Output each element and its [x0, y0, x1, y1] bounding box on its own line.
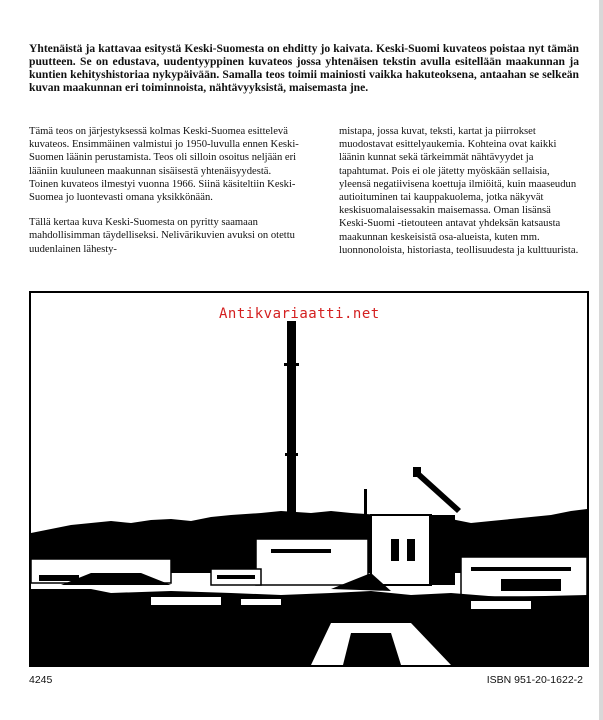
main-building — [371, 515, 431, 585]
left-paragraph-1: Tämä teos on järjestyksessä kolmas Keski-Suomea esittelevä kuvateos. Ensimmäinen valmistui jo 1950-luvulla ennen Keski-Suomen läänin perustamista. Teos oli silloin osoitus neljään eri lääniin kuuluneen maakunnan sisäisestä yhtenäisyydestä. Toinen kuvateos ilmestyi vuonna 1966. Siinä käsiteltiin Keski-Suomea jo luontevasti omana yksikkönään. — [29, 126, 299, 204]
left-paragraph-2: Tällä kertaa kuva Keski-Suomesta on pyritty saamaan mahdollisimman täydelliseksi. Nelivärikuvien avuksi on otettu uudenlainen lähesty- — [29, 217, 295, 255]
central-hall — [256, 539, 368, 585]
factory-illustration — [29, 291, 589, 667]
body-columns — [29, 125, 579, 290]
left-column — [29, 125, 299, 290]
factory-drawing — [31, 293, 587, 665]
product-code: 4245 — [29, 674, 53, 686]
crane — [417, 471, 461, 513]
page-edge — [599, 0, 603, 720]
isbn: ISBN 951-20-1622-2 — [486, 674, 583, 686]
chimney — [287, 321, 296, 541]
foreground — [31, 623, 587, 665]
intro-paragraph: Yhtenäistä ja kattavaa esitystä Keski-Suomesta on ehditty jo kaivata. Keski-Suomi kuvateos poistaa nyt tämän puutteen. Se on edustava, uudentyyppinen kuvateos jossa yhtenäisen tekstin avulla esitellään maakunnan ja kuntien kehityshistoriaa nykypäivään. Samalla teos toimii mainiosti vaikka hakuteoksena, antaahan se selkeän kuvan maakunnan eri toiminnoista, nähtävyyksistä, maisemasta jne. — [29, 42, 579, 94]
watermark: Antikvariaatti.net — [219, 306, 380, 322]
right-paragraph-1: mistapa, jossa kuvat, teksti, kartat ja piirrokset muodostavat esittelyaukemia. Kohteina ovat kaikki läänin kunnat sekä tärkeimmät nähtävyydet ja tapahtumat. Pois ei ole jätetty myöskään sellaisia, yleensä negatiivisena koettuja ilmiöitä, kuin maaseudun autioituminen tai kauppakuolema, jotka näkyvät keskisuomalaisessakin maisemassa. Oman lisänsä Keski-Suomi -tietouteen antavat yhdeksän katsausta maakunnan keskeisistä osa-alueista, kuten mm. luonnonoloista, historiasta, teollisuudesta ja kulttuurista. — [339, 126, 579, 256]
right-column — [339, 125, 579, 290]
